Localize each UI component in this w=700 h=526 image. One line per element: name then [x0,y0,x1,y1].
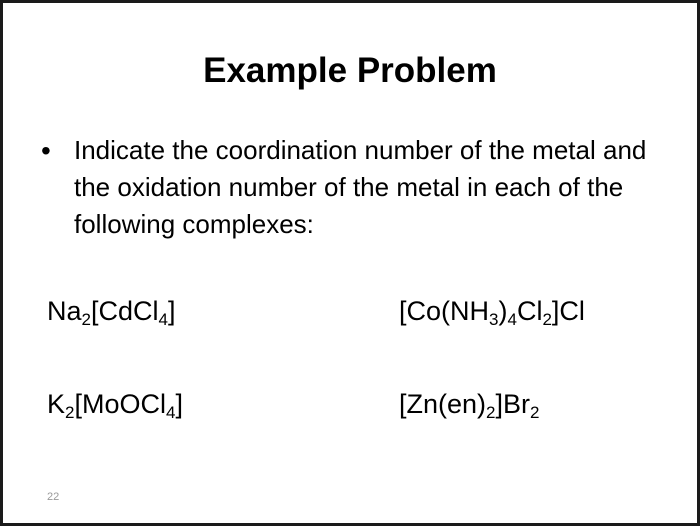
page-number: 22 [47,491,60,503]
bullet-text: Indicate the coordination number of the metal and the oxidation number of the metal in each of the following complexes: [74,135,647,239]
bullet-marker: • [41,135,51,166]
formula-na2-cdcl4: $Na_2[CdCl_4]$ [47,296,176,329]
formula-k2-moocl4: $K_2[MoOCl_4]$ [47,389,183,422]
formula-co-nh3-cl2-cl: $[Co(NH_3)_4Cl_2]Cl$ [399,296,585,329]
formula-zn-en2-br2: $[Zn(en)_2]Br_2$ [399,389,540,422]
slide-title: Example Problem [203,51,497,90]
